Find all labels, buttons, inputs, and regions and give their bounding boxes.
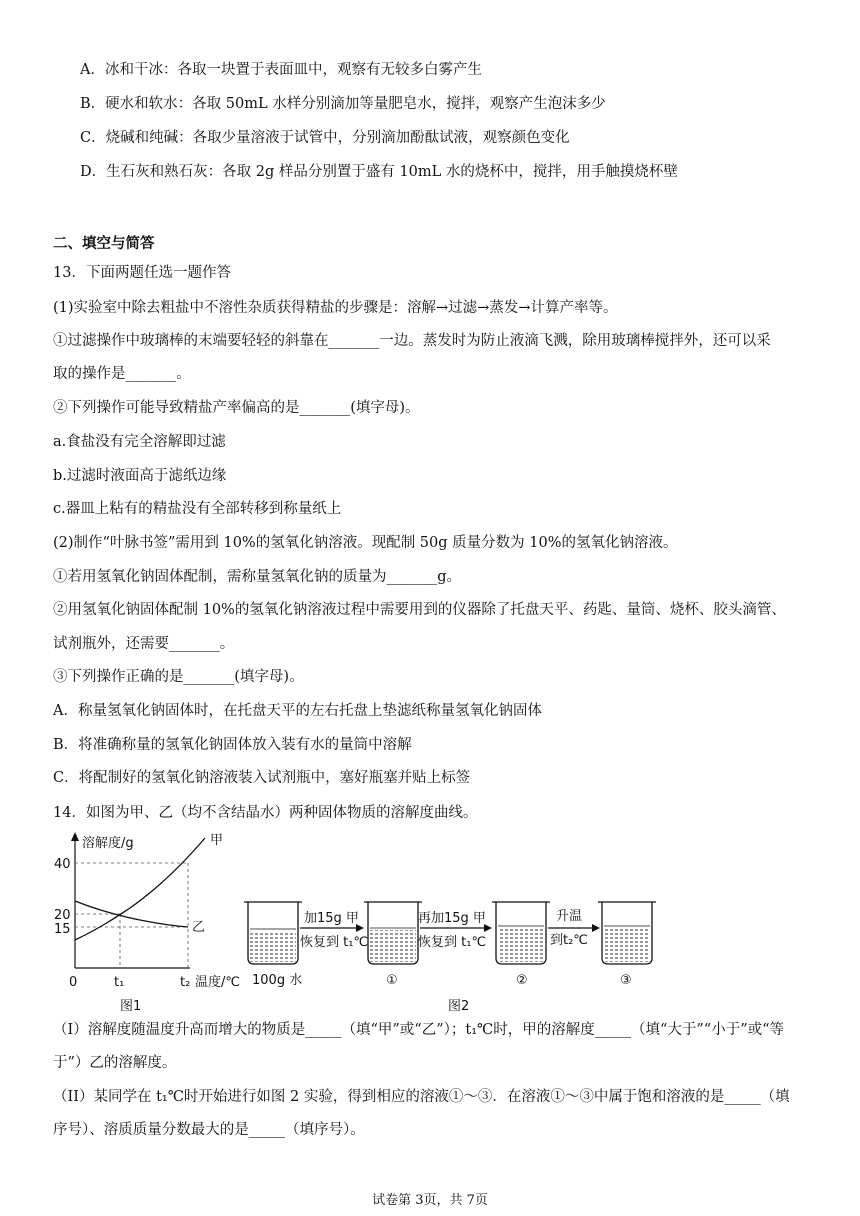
q13-part1-a-line1: ①过滤操作中玻璃棒的末端要轻轻的斜靠在_______一边。蒸发时为防止液滴飞溅，除用玻璃棒搅拌外，还可以采 bbox=[53, 333, 771, 349]
step3-bottom: 到t₂℃ bbox=[550, 933, 588, 948]
q14-i-line1: （I）溶解度随温度升高而增大的物质是_____（填“甲”或“乙”）；t₁℃时，甲的溶解度_____（填“大于”“小于”或“等 bbox=[53, 1022, 785, 1038]
beaker-1-label: ① bbox=[386, 973, 398, 988]
section-title: 二、填空与简答 bbox=[53, 235, 155, 252]
beaker-2-label: ② bbox=[516, 973, 528, 988]
q14-stem: 14．如图为甲、乙（均不含结晶水）两种固体物质的溶解度曲线。 bbox=[53, 805, 478, 821]
q13-part2-b-line2: 试剂瓶外，还需要_______。 bbox=[53, 636, 235, 652]
curve-jia bbox=[75, 838, 205, 940]
y-tick-15: 15 bbox=[54, 922, 71, 937]
x-tick-t1: t₁ bbox=[114, 975, 125, 990]
figure-2-caption: 图2 bbox=[448, 999, 470, 1014]
beaker-3-label: ③ bbox=[620, 973, 632, 988]
curve-yi bbox=[75, 901, 188, 927]
q14-i-line2: 于”）乙的溶解度。 bbox=[53, 1055, 177, 1071]
x-axis-label: 温度/℃ bbox=[195, 975, 240, 990]
q13-part2-option-b: B．将准确称量的氢氧化钠固体放入装有水的量筒中溶解 bbox=[53, 737, 412, 753]
figure-1-caption: 图1 bbox=[120, 999, 142, 1014]
option-c: C．烧碱和纯碱：各取少量溶液于试管中，分别滴加酚酞试液，观察颜色变化 bbox=[80, 130, 570, 146]
figure-2-experiment bbox=[240, 880, 660, 1020]
origin-label: 0 bbox=[69, 975, 78, 990]
step2-top: 再加15g 甲 bbox=[418, 911, 486, 926]
q13-part2-option-c: C．将配制好的氢氧化钠溶液装入试剂瓶中，塞好瓶塞并贴上标签 bbox=[53, 770, 471, 786]
beaker-2 bbox=[492, 902, 550, 964]
q13-part1: (1)实验室中除去粗盐中不溶性杂质获得精盐的步骤是：溶解→过滤→蒸发→计算产率等。 bbox=[53, 300, 618, 316]
q13-part1-option-a: a.食盐没有完全溶解即过滤 bbox=[53, 434, 226, 450]
beaker-3 bbox=[598, 902, 656, 964]
option-d: D．生石灰和熟石灰：各取 2g 样品分别置于盛有 10mL 水的烧杯中，搅拌，用手触摸烧杯壁 bbox=[80, 164, 678, 180]
step3-top: 升温 bbox=[556, 909, 583, 924]
x-tick-t2: t₂ bbox=[180, 975, 191, 990]
q13-part2-a: ①若用氢氧化钠固体配制，需称量氢氧化钠的质量为_______g。 bbox=[53, 569, 462, 585]
y-tick-20: 20 bbox=[54, 908, 71, 923]
q13-part1-a-line2: 取的操作是_______。 bbox=[53, 366, 191, 382]
option-b: B．硬水和软水：各取 50mL 水样分别滴加等量肥皂水，搅拌，观察产生泡沫多少 bbox=[80, 96, 606, 112]
y-axis-label: 溶解度/g bbox=[82, 836, 134, 851]
series-yi-label: 乙 bbox=[192, 920, 206, 935]
q13-part2: (2)制作“叶脉书签”需用到 10%的氢氧化钠溶液。现配制 50g 质量分数为 10%的氢氧化钠溶液。 bbox=[53, 535, 678, 551]
q13-stem: 13．下面两题任选一题作答 bbox=[53, 265, 231, 281]
q13-part1-option-c: c.器皿上粘有的精盐没有全部转移到称量纸上 bbox=[53, 501, 342, 517]
series-jia-label: 甲 bbox=[210, 833, 224, 848]
q14-ii-line2: 序号）、溶质质量分数最大的是_____（填序号）。 bbox=[53, 1122, 365, 1138]
q13-part2-b-line1: ②用氢氧化钠固体配制 10%的氢氧化钠溶液过程中需要用到的仪器除了托盘天平、药匙、量筒、烧杯、胶头滴管、 bbox=[53, 602, 786, 618]
figure-1-solubility-chart bbox=[40, 828, 260, 1018]
beaker-1 bbox=[364, 902, 422, 964]
y-tick-40: 40 bbox=[54, 857, 71, 872]
q13-part2-c: ③下列操作正确的是_______(填字母)。 bbox=[53, 669, 304, 685]
step2-bottom: 恢复到 t₁℃ bbox=[418, 935, 487, 950]
step1-top: 加15g 甲 bbox=[304, 911, 359, 926]
q13-part1-b: ②下列操作可能导致精盐产率偏高的是_______(填字母)。 bbox=[53, 400, 420, 416]
y-axis-arrow bbox=[71, 832, 79, 841]
step1-bottom: 恢复到 t₁℃ bbox=[300, 935, 369, 950]
page-footer: 试卷第 3页，共 7页 bbox=[372, 1193, 488, 1208]
q13-part2-option-a: A．称量氢氧化钠固体时，在托盘天平的左右托盘上垫滤纸称量氢氧化钠固体 bbox=[53, 703, 542, 719]
beaker-water bbox=[244, 902, 302, 964]
q14-ii-line1: （II）某同学在 t₁℃时开始进行如图 2 实验，得到相应的溶液①～③．在溶液①～③中属于饱和溶液的是_____（填 bbox=[53, 1089, 790, 1105]
option-a: A．冰和干冰：各取一块置于表面皿中，观察有无较多白雾产生 bbox=[80, 62, 482, 78]
q13-part1-option-b: b.过滤时液面高于滤纸边缘 bbox=[53, 468, 227, 484]
beaker-water-label: 100g 水 bbox=[252, 973, 303, 988]
